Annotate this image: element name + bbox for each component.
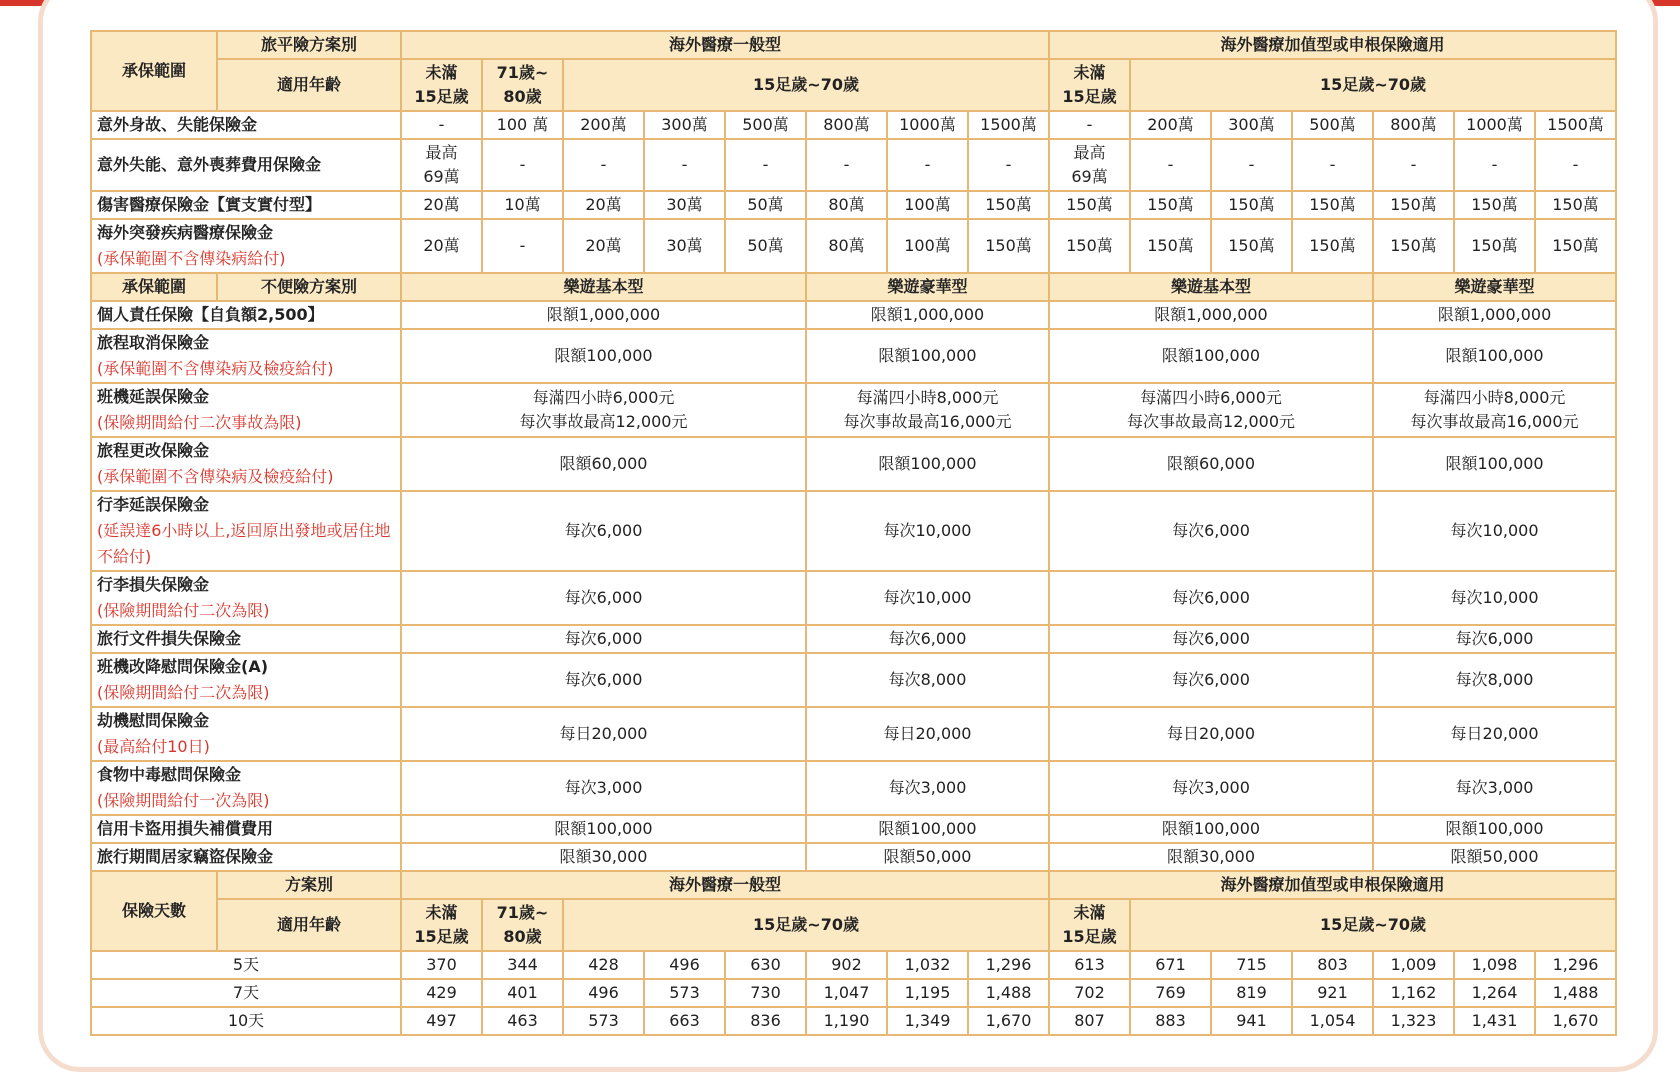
table-row <box>91 843 1616 871</box>
row-label: 海外突發疾病醫療保險金 (承保範圍不含傳染病給付) <box>91 219 401 273</box>
cell: 150萬 <box>1373 219 1454 273</box>
cell: 每日20,000 <box>806 707 1049 761</box>
cell: 每次6,000 <box>401 491 806 571</box>
s3-age-under15-b: 未滿 15足歲 <box>1049 899 1130 951</box>
cell: 限額100,000 <box>1373 815 1616 843</box>
cell: 200萬 <box>563 111 644 139</box>
cell: 限額100,000 <box>1049 329 1373 383</box>
cell: 671 <box>1130 951 1211 979</box>
cell: 限額1,000,000 <box>1373 301 1616 329</box>
cell: 921 <box>1292 979 1373 1007</box>
cell: 150萬 <box>1454 219 1535 273</box>
cell: 715 <box>1211 951 1292 979</box>
cell: 496 <box>563 979 644 1007</box>
cell: 限額50,000 <box>1373 843 1616 871</box>
cell: 401 <box>482 979 563 1007</box>
cell: 10萬 <box>482 191 563 219</box>
cell: 1,670 <box>968 1007 1049 1035</box>
s2-corner: 承保範圍 <box>91 273 217 301</box>
table-row <box>91 191 1616 219</box>
cell: 每次6,000 <box>401 653 806 707</box>
cell: - <box>1211 139 1292 191</box>
cell: 限額30,000 <box>401 843 806 871</box>
cell: 150萬 <box>1049 191 1130 219</box>
cell: 每日20,000 <box>401 707 806 761</box>
cell: 每次6,000 <box>401 571 806 625</box>
cell: 20萬 <box>563 191 644 219</box>
cell: - <box>401 111 482 139</box>
table-row <box>91 491 1616 571</box>
cell: - <box>563 139 644 191</box>
table-row <box>91 653 1616 707</box>
cell: 1,054 <box>1292 1007 1373 1035</box>
cell: 150萬 <box>1292 191 1373 219</box>
cell: 300萬 <box>644 111 725 139</box>
table-row <box>91 625 1616 653</box>
cell: 20萬 <box>563 219 644 273</box>
cell: 每次3,000 <box>401 761 806 815</box>
s1-age-15-70-b: 15足歲~70歲 <box>1130 59 1616 111</box>
s1-header-row-1 <box>91 31 1616 59</box>
s3-plan-label: 方案別 <box>217 871 401 899</box>
table-row <box>91 1007 1616 1035</box>
cell: 每次6,000 <box>1049 491 1373 571</box>
s3-header-row-2 <box>91 899 1616 951</box>
cell: 每次10,000 <box>1373 491 1616 571</box>
row-label: 個人責任保險【自負額2,500】 <box>91 301 401 329</box>
cell: 50萬 <box>725 219 806 273</box>
cell: - <box>1535 139 1616 191</box>
row-label: 行李損失保險金 (保險期間給付二次為限) <box>91 571 401 625</box>
cell: - <box>968 139 1049 191</box>
table-row <box>91 951 1616 979</box>
cell: 1,190 <box>806 1007 887 1035</box>
cell: 每次8,000 <box>806 653 1049 707</box>
cell: 限額100,000 <box>806 329 1049 383</box>
cell: 803 <box>1292 951 1373 979</box>
cell: - <box>1373 139 1454 191</box>
s1-plan-premium: 海外醫療加值型或申根保險適用 <box>1049 31 1616 59</box>
row-label: 旅行期間居家竊盜保險金 <box>91 843 401 871</box>
cell: 限額100,000 <box>806 815 1049 843</box>
cell: 1,323 <box>1373 1007 1454 1035</box>
cell: 1500萬 <box>1535 111 1616 139</box>
cell: 1,098 <box>1454 951 1535 979</box>
cell: 100萬 <box>887 191 968 219</box>
s1-age-under15-b: 未滿 15足歲 <box>1049 59 1130 111</box>
cell: 80萬 <box>806 191 887 219</box>
cell: 730 <box>725 979 806 1007</box>
cell: 150萬 <box>1454 191 1535 219</box>
cell: - <box>806 139 887 191</box>
cell: 150萬 <box>1211 219 1292 273</box>
s2-plan-2: 樂遊豪華型 <box>806 273 1049 301</box>
cell: - <box>1292 139 1373 191</box>
cell: 1,296 <box>968 951 1049 979</box>
cell: 限額1,000,000 <box>1049 301 1373 329</box>
cell: 限額50,000 <box>806 843 1049 871</box>
cell: 每滿四小時6,000元 每次事故最高12,000元 <box>401 383 806 437</box>
cell: 50萬 <box>725 191 806 219</box>
cell: - <box>1454 139 1535 191</box>
cell: 每次3,000 <box>806 761 1049 815</box>
cell: 限額30,000 <box>1049 843 1373 871</box>
cell: 每次6,000 <box>1373 625 1616 653</box>
cell: 每次6,000 <box>1049 571 1373 625</box>
cell: 1,349 <box>887 1007 968 1035</box>
cell: - <box>644 139 725 191</box>
cell: 573 <box>644 979 725 1007</box>
cell: 150萬 <box>1292 219 1373 273</box>
row-label: 旅行文件損失保險金 <box>91 625 401 653</box>
row-label: 意外身故、失能保險金 <box>91 111 401 139</box>
cell: 630 <box>725 951 806 979</box>
cell: 819 <box>1211 979 1292 1007</box>
row-label: 食物中毒慰問保險金 (保險期間給付一次為限) <box>91 761 401 815</box>
cell: 限額100,000 <box>401 329 806 383</box>
cell: 每次3,000 <box>1373 761 1616 815</box>
cell: 344 <box>482 951 563 979</box>
cell: 1000萬 <box>1454 111 1535 139</box>
table-row <box>91 383 1616 437</box>
cell: 150萬 <box>1049 219 1130 273</box>
cell: 每次3,000 <box>1049 761 1373 815</box>
s3-corner: 保險天數 <box>91 871 217 951</box>
row-label: 旅程取消保險金 (承保範圍不含傳染病及檢疫給付) <box>91 329 401 383</box>
cell: 每次10,000 <box>806 491 1049 571</box>
cell: 1,670 <box>1535 1007 1616 1035</box>
cell: 150萬 <box>968 191 1049 219</box>
cell: 769 <box>1130 979 1211 1007</box>
row-label: 意外失能、意外喪葬費用保險金 <box>91 139 401 191</box>
cell: 429 <box>401 979 482 1007</box>
cell: 1,264 <box>1454 979 1535 1007</box>
cell: 807 <box>1049 1007 1130 1035</box>
cell: 每次6,000 <box>806 625 1049 653</box>
cell: 200萬 <box>1130 111 1211 139</box>
cell: 每次6,000 <box>401 625 806 653</box>
cell: 限額1,000,000 <box>806 301 1049 329</box>
cell: 限額100,000 <box>401 815 806 843</box>
cell: 150萬 <box>1535 219 1616 273</box>
cell: 800萬 <box>806 111 887 139</box>
cell: 每滿四小時8,000元 每次事故最高16,000元 <box>806 383 1049 437</box>
cell: 300萬 <box>1211 111 1292 139</box>
cell: 30萬 <box>644 219 725 273</box>
cell: 428 <box>563 951 644 979</box>
cell: 150萬 <box>1535 191 1616 219</box>
table-row <box>91 571 1616 625</box>
row-label: 10天 <box>91 1007 401 1035</box>
row-label: 傷害醫療保險金【實支實付型】 <box>91 191 401 219</box>
cell: - <box>1130 139 1211 191</box>
cell: 800萬 <box>1373 111 1454 139</box>
s3-plan-general: 海外醫療一般型 <box>401 871 1049 899</box>
cell: 883 <box>1130 1007 1211 1035</box>
cell: 1,047 <box>806 979 887 1007</box>
cell: 836 <box>725 1007 806 1035</box>
cell: 最高 69萬 <box>401 139 482 191</box>
cell: 1,488 <box>1535 979 1616 1007</box>
s1-age-label: 適用年齡 <box>217 59 401 111</box>
s2-plan-3: 樂遊基本型 <box>1049 273 1373 301</box>
cell: - <box>725 139 806 191</box>
s3-header-row-1 <box>91 871 1616 899</box>
cell: 1,488 <box>968 979 1049 1007</box>
cell: 100萬 <box>887 219 968 273</box>
cell: 每次10,000 <box>806 571 1049 625</box>
cell: - <box>482 219 563 273</box>
table-row <box>91 815 1616 843</box>
table-row <box>91 219 1616 273</box>
s2-header-row <box>91 273 1616 301</box>
cell: 每日20,000 <box>1049 707 1373 761</box>
row-label: 7天 <box>91 979 401 1007</box>
row-label: 旅程更改保險金 (承保範圍不含傳染病及檢疫給付) <box>91 437 401 491</box>
s1-plan-general: 海外醫療一般型 <box>401 31 1049 59</box>
s1-plan-label: 旅平險方案別 <box>217 31 401 59</box>
cell: 限額100,000 <box>1373 437 1616 491</box>
cell: 20萬 <box>401 219 482 273</box>
table-row <box>91 329 1616 383</box>
row-label: 信用卡盜用損失補償費用 <box>91 815 401 843</box>
cell: - <box>887 139 968 191</box>
cell: 限額60,000 <box>1049 437 1373 491</box>
s2-plan-4: 樂遊豪華型 <box>1373 273 1616 301</box>
cell: 1,431 <box>1454 1007 1535 1035</box>
s2-plan-1: 樂遊基本型 <box>401 273 806 301</box>
cell: 1,009 <box>1373 951 1454 979</box>
cell: 1500萬 <box>968 111 1049 139</box>
s1-corner: 承保範圍 <box>91 31 217 111</box>
row-label: 班機改降慰問保險金(A) (保險期間給付二次為限) <box>91 653 401 707</box>
s3-plan-premium: 海外醫療加值型或申根保險適用 <box>1049 871 1616 899</box>
cell: 每日20,000 <box>1373 707 1616 761</box>
cell: 限額100,000 <box>806 437 1049 491</box>
table-row <box>91 707 1616 761</box>
cell: 每次6,000 <box>1049 625 1373 653</box>
cell: 限額100,000 <box>1373 329 1616 383</box>
insurance-rate-table <box>90 30 1617 1036</box>
cell: 500萬 <box>725 111 806 139</box>
cell: 902 <box>806 951 887 979</box>
cell: 1,296 <box>1535 951 1616 979</box>
cell: 663 <box>644 1007 725 1035</box>
s1-age-under15: 未滿 15足歲 <box>401 59 482 111</box>
row-label: 班機延誤保險金 (保險期間給付二次事故為限) <box>91 383 401 437</box>
cell: 每次10,000 <box>1373 571 1616 625</box>
cell: 每次6,000 <box>1049 653 1373 707</box>
cell: 最高 69萬 <box>1049 139 1130 191</box>
cell: 每滿四小時8,000元 每次事故最高16,000元 <box>1373 383 1616 437</box>
s3-age-15-70-b: 15足歲~70歲 <box>1130 899 1616 951</box>
cell: 每次8,000 <box>1373 653 1616 707</box>
cell: 573 <box>563 1007 644 1035</box>
table-row <box>91 437 1616 491</box>
s3-age-15-70: 15足歲~70歲 <box>563 899 1049 951</box>
cell: 497 <box>401 1007 482 1035</box>
cell: 1,195 <box>887 979 968 1007</box>
row-label: 行李延誤保險金 (延誤達6小時以上,返回原出發地或居住地不給付) <box>91 491 401 571</box>
cell: 限額100,000 <box>1049 815 1373 843</box>
cell: 496 <box>644 951 725 979</box>
cell: 80萬 <box>806 219 887 273</box>
cell: 100 萬 <box>482 111 563 139</box>
s2-plan-label: 不便險方案別 <box>217 273 401 301</box>
s3-age-label: 適用年齡 <box>217 899 401 951</box>
s1-age-15-70: 15足歲~70歲 <box>563 59 1049 111</box>
cell: 20萬 <box>401 191 482 219</box>
table-row <box>91 139 1616 191</box>
cell: 463 <box>482 1007 563 1035</box>
s3-age-71-80: 71歲~ 80歲 <box>482 899 563 951</box>
cell: 150萬 <box>1130 191 1211 219</box>
cell: 限額1,000,000 <box>401 301 806 329</box>
cell: 613 <box>1049 951 1130 979</box>
table-row <box>91 301 1616 329</box>
s3-age-under15: 未滿 15足歲 <box>401 899 482 951</box>
cell: 370 <box>401 951 482 979</box>
s1-age-71-80: 71歲~ 80歲 <box>482 59 563 111</box>
table-row <box>91 979 1616 1007</box>
cell: 941 <box>1211 1007 1292 1035</box>
cell: 500萬 <box>1292 111 1373 139</box>
cell: 150萬 <box>1211 191 1292 219</box>
row-label: 劫機慰問保險金 (最高給付10日) <box>91 707 401 761</box>
s1-header-row-2 <box>91 59 1616 111</box>
table-row <box>91 761 1616 815</box>
cell: 150萬 <box>968 219 1049 273</box>
cell: 1000萬 <box>887 111 968 139</box>
cell: 150萬 <box>1373 191 1454 219</box>
cell: 150萬 <box>1130 219 1211 273</box>
row-label: 5天 <box>91 951 401 979</box>
cell: 702 <box>1049 979 1130 1007</box>
cell: 1,032 <box>887 951 968 979</box>
cell: 每滿四小時6,000元 每次事故最高12,000元 <box>1049 383 1373 437</box>
cell: - <box>1049 111 1130 139</box>
cell: 30萬 <box>644 191 725 219</box>
cell: 1,162 <box>1373 979 1454 1007</box>
table-row <box>91 111 1616 139</box>
cell: - <box>482 139 563 191</box>
cell: 限額60,000 <box>401 437 806 491</box>
